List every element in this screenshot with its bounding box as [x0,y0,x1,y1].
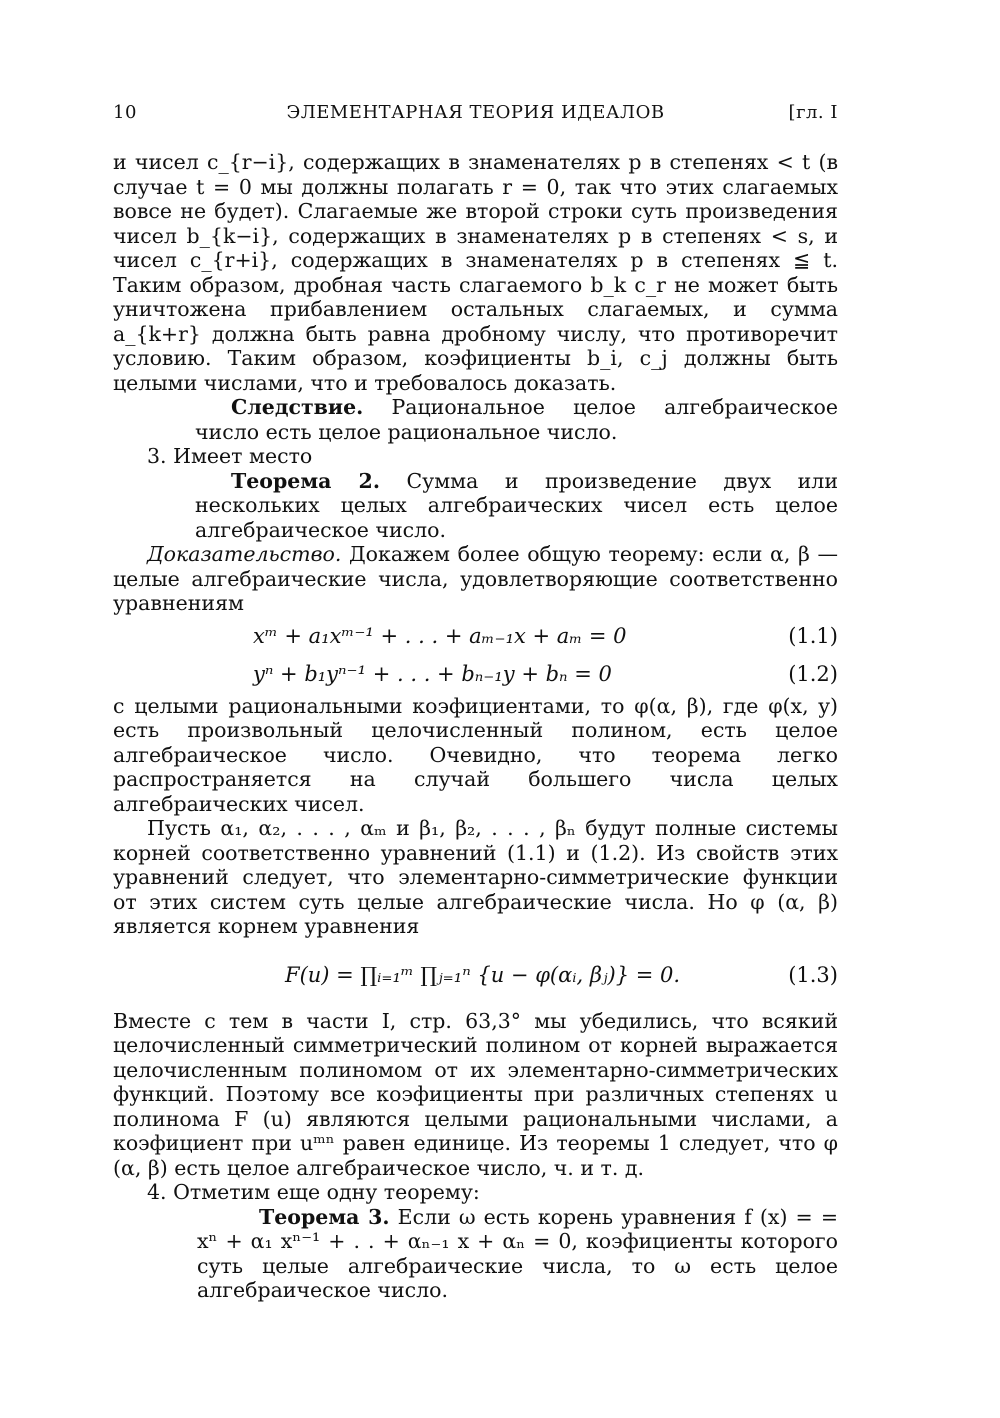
section-4-intro: 4. Отметим еще одну теорему: [147,1180,480,1204]
after-equations-paragraph: с целыми рациональными коэфициентами, то φ(α, β), где φ(x, y) есть произвольный целочисленный полином, есть целое алгебраическое число. Очевидно, что теорема легко распространяется на случай большего числа целых алгебраических чисел. [113,693,838,816]
proof-paragraph [113,542,838,616]
equation-1-2 [113,656,838,692]
equation-1-3-formula: F(u) = ∏ᵢ₌₁ᵐ ∏ⱼ₌₁ⁿ {u − φ(αᵢ, βⱼ)} = 0. [285,962,681,987]
proof-continuation-paragraph: и чисел c_{r−i}, содержащих в знаменателях p в степенях < t (в случае t = 0 мы должны полагать r = 0, так что этих слагаемых вовсе не будет). Слагаемые же второй строки суть произведения чисел b_{k−i}, содержащих в знаменателях p в степенях < s, и чисел c_{r+i}, содержащих в знаменателях p в степенях ≦ t. Таким образом, дробная часть слагаемого b_k c_r не может быть уничтожена прибавлением остальных слагаемых, и сумма a_{k+r} должна быть равна дробному числу, что противоречит условию. Таким образом, коэфициенты b_i, c_j должны быть целыми числами, что и требовалось доказать. [113,150,838,395]
equation-1-2-number: (1.2) [788,661,838,686]
roots-paragraph: Пусть α₁, α₂, . . . , αₘ и β₁, β₂, . . . , βₙ будут полные системы корней соответственно уравнений (1.1) и (1.2). Из свойств этих уравнений следует, что элементарно-симметрические функции от этих систем суть целые алгебраические числа. Но φ (α, β) является корнем уравнения [113,816,838,938]
section-3-intro: 3. Имеет место [147,444,313,468]
theorem-3-text: Если ω есть корень уравнения f (x) = = xⁿ + α₁ xⁿ⁻¹ + . . + αₙ₋₁ x + αₙ = 0, коэфициенты которого суть целые алгебраические числа, то ω есть целое алгебраическое число. [197,1204,838,1302]
proof-text: Докажем более общую теорему: если α, β — целые алгебраические числа, удовлетворяющие соответственно уравнениям [113,542,838,615]
page-number: 10 [113,102,137,123]
corollary [113,395,838,444]
equation-1-3-number: (1.3) [788,962,838,987]
equation-1-1-number: (1.1) [788,623,838,648]
equation-1-2-formula: yⁿ + b₁yⁿ⁻¹ + . . . + bₙ₋₁y + bₙ = 0 [253,661,612,686]
corollary-label: Следствие. [231,395,364,419]
theorem-2 [113,469,838,543]
symmetric-polynomial-paragraph: Вместе с тем в части I, стр. 63,3° мы убедились, что всякий целочисленный симметрический полином от корней выражается целочисленным полиномом от их элементарно-симметрических функций. Поэтому все коэфициенты при различных степенях u полинома F (u) являются целыми рациональными числами, а коэфициент при uᵐⁿ равен единице. Из теоремы 1 следует, что φ (α, β) есть целое алгебраическое число, ч. и т. д. [113,1008,838,1180]
equation-1-1 [113,618,838,654]
running-header [113,102,838,130]
corollary-text: Рациональное целое алгебраическое число есть целое рациональное число. [195,395,838,444]
theorem-3 [113,1205,838,1303]
theorem-2-label: Теорема 2. [231,468,380,493]
equation-1-3 [113,943,838,1007]
chapter-marker: [гл. I [788,102,838,123]
theorem-3-label: Теорема 3. [259,1204,390,1229]
theorem-2-text: Сумма и произведение двух или нескольких целых алгебраических чисел есть целое алгебраическое число. [195,468,838,542]
equation-1-1-formula: xᵐ + a₁xᵐ⁻¹ + . . . + aₘ₋₁x + aₘ = 0 [253,623,627,648]
proof-label: Доказательство. [147,542,342,566]
running-title: ЭЛЕМЕНТАРНАЯ ТЕОРИЯ ИДЕАЛОВ [286,102,665,123]
page-body [113,150,838,1303]
